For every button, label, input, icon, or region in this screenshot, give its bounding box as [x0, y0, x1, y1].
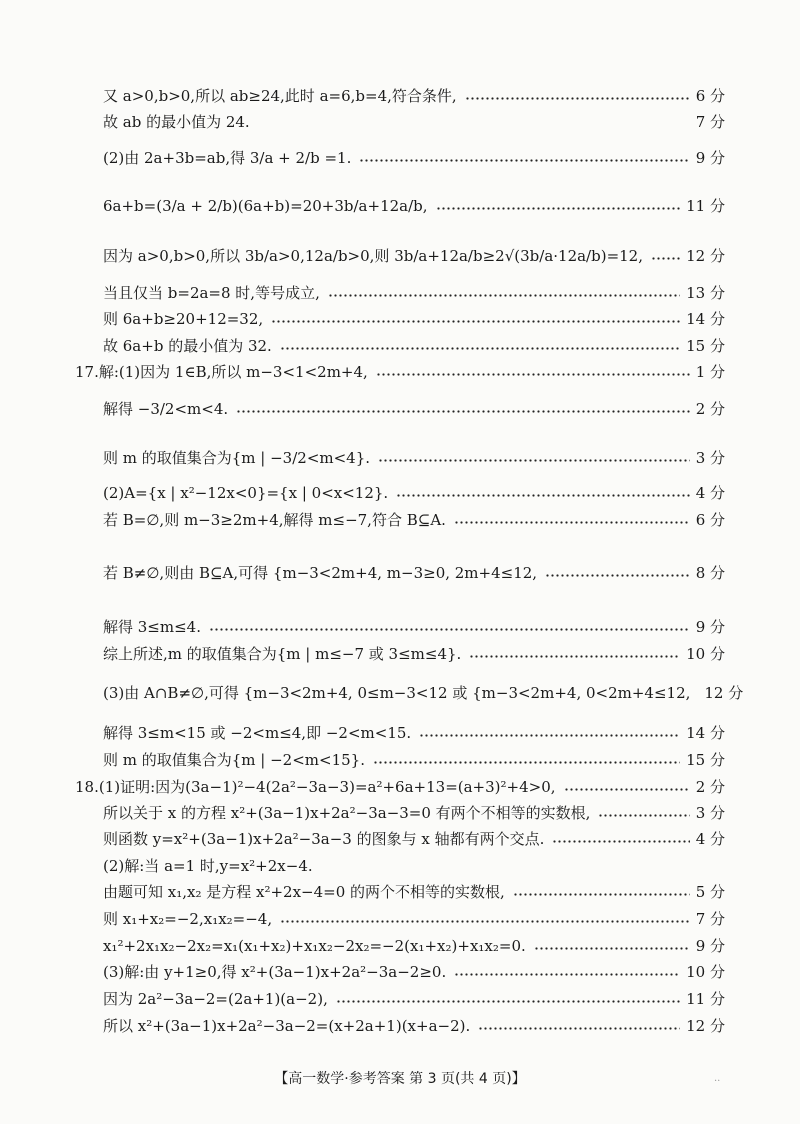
step-text: 则 m 的取值集合为{m | −2<m<15}. — [103, 751, 365, 769]
solution-line — [103, 336, 725, 356]
solution-line — [103, 1016, 725, 1036]
dot-leader — [373, 761, 680, 764]
step-score: 3 分 — [695, 449, 725, 467]
step-text: 则 6a+b≥20+12=32, — [103, 310, 264, 328]
step-score: 8 分 — [695, 564, 725, 582]
dot-leader — [545, 574, 690, 577]
dot-leader — [478, 1027, 680, 1030]
step-score: 9 分 — [695, 937, 725, 955]
step-score: 6 分 — [695, 511, 725, 529]
step-text: (2)由 2a+3b=ab,得 3/a + 2/b =1. — [103, 149, 352, 167]
solution-line — [103, 962, 725, 982]
dot-leader — [359, 159, 689, 162]
solution-line — [103, 563, 725, 583]
dot-leader — [280, 920, 690, 923]
step-text: 所以 x²+(3a−1)x+2a²−3a−2=(x+2a+1)(x+a−2). — [103, 1017, 471, 1035]
dot-leader — [236, 410, 690, 413]
dot-leader — [328, 294, 680, 297]
step-text: 若 B≠∅,则由 B⊆A,可得 {m−3<2m+4, m−3≥0, 2m+4≤12, — [103, 564, 538, 582]
solution-line — [103, 882, 725, 902]
solution-line — [103, 723, 725, 743]
step-score: 3 分 — [695, 804, 725, 822]
step-text: 所以关于 x 的方程 x²+(3a−1)x+2a²−3a−3=0 有两个不相等的实数根, — [103, 804, 591, 822]
step-text: (3)由 A∩B≠∅,可得 {m−3<2m+4, 0≤m−3<12 或 {m−3<2m+4, 0<2m+4≤12, — [103, 684, 691, 702]
step-score: 10 分 — [686, 645, 725, 663]
step-text: 则函数 y=x²+(3a−1)x+2a²−3a−3 的图象与 x 轴都有两个交点. — [103, 830, 545, 848]
step-text: (2)解:当 a=1 时,y=x²+2x−4. — [103, 857, 313, 875]
step-score: 10 分 — [686, 963, 725, 981]
dot-leader — [436, 207, 681, 210]
step-score: 9 分 — [695, 618, 725, 636]
solution-line — [103, 617, 725, 637]
dot-leader — [378, 459, 690, 462]
dot-leader — [465, 97, 690, 100]
dot-leader — [651, 257, 680, 260]
solution-line — [103, 803, 725, 823]
solution-line — [103, 246, 725, 266]
step-score: 11 分 — [686, 990, 725, 1008]
step-text: 综上所述,m 的取值集合为{m | m≤−7 或 3≤m≤4}. — [103, 645, 462, 663]
dot-leader — [552, 840, 689, 843]
page-footer: 【高一数学·参考答案 第 3 页(共 4 页)】 — [274, 1071, 526, 1087]
step-text: 又 a>0,b>0,所以 ab≥24,此时 a=6,b=4,符合条件, — [103, 87, 457, 105]
step-text: (3)解:由 y+1≥0,得 x²+(3a−1)x+2a²−3a−2≥0. — [103, 963, 447, 981]
dot-leader — [336, 1000, 680, 1003]
dot-leader — [598, 814, 689, 817]
step-text: (2)A={x | x²−12x<0}={x | 0<x<12}. — [103, 484, 389, 502]
step-score: 4 分 — [695, 484, 725, 502]
step-text: 故 6a+b 的最小值为 32. — [103, 337, 272, 355]
dot-leader — [396, 494, 690, 497]
step-score: 6 分 — [695, 87, 725, 105]
step-score: 5 分 — [695, 883, 725, 901]
step-text: 17.解:(1)因为 1∈B,所以 m−3<1<2m+4, — [75, 363, 368, 381]
step-score: 13 分 — [686, 284, 725, 302]
solution-line — [103, 283, 725, 303]
solution-line — [103, 936, 725, 956]
step-score: 12 分 — [704, 684, 744, 702]
problem-17-line — [75, 362, 725, 382]
solution-line — [103, 399, 725, 419]
dot-leader — [469, 655, 680, 658]
step-score: 15 分 — [686, 337, 725, 355]
step-text: 因为 a>0,b>0,所以 3b/a>0,12a/b>0,则 3b/a+12a/b≥2√(3b/a·12a/b)=12, — [103, 247, 643, 265]
problem-18-line — [75, 777, 725, 797]
dot-leader — [454, 973, 680, 976]
step-text: 解得 3≤m≤4. — [103, 618, 201, 636]
dot-leader — [513, 893, 690, 896]
step-score: 12 分 — [686, 1017, 725, 1035]
step-score: 7 分 — [695, 910, 725, 928]
solution-line — [103, 148, 725, 168]
step-score: 15 分 — [686, 751, 725, 769]
dot-leader — [534, 947, 690, 950]
step-text: 18.(1)证明:因为(3a−1)²−4(2a²−3a−3)=a²+6a+13=(a+3)²+4>0, — [75, 778, 556, 796]
step-text: 若 B=∅,则 m−3≥2m+4,解得 m≤−7,符合 B⊆A. — [103, 511, 446, 529]
step-score: 9 分 — [695, 149, 725, 167]
step-text: 解得 −3/2<m<4. — [103, 400, 229, 418]
step-score: 7 分 — [695, 113, 725, 131]
step-text: x₁²+2x₁x₂−2x₂=x₁(x₁+x₂)+x₁x₂−2x₂=−2(x₁+x₂)+x₁x₂=0. — [103, 937, 526, 955]
step-score: 2 分 — [695, 778, 725, 796]
step-text: 故 ab 的最小值为 24. — [103, 113, 250, 131]
solution-line — [103, 989, 725, 1009]
solution-line — [103, 86, 725, 106]
solution-line — [103, 829, 725, 849]
dot-leader — [454, 521, 690, 524]
step-score: 14 分 — [686, 310, 725, 328]
step-score: 14 分 — [686, 724, 725, 742]
dot-leader — [376, 373, 690, 376]
step-text: 因为 2a²−3a−2=(2a+1)(a−2), — [103, 990, 328, 1008]
step-text: 当且仅当 b=2a=8 时,等号成立, — [103, 284, 320, 302]
dot-leader — [209, 628, 690, 631]
dot-leader — [280, 347, 680, 350]
corner-mark: .. — [714, 1073, 721, 1084]
solution-line — [103, 909, 725, 929]
solution-line — [103, 510, 725, 530]
solution-line — [103, 856, 725, 876]
step-text: 则 x₁+x₂=−2,x₁x₂=−4, — [103, 910, 273, 928]
solution-line — [103, 683, 744, 703]
step-score: 2 分 — [695, 400, 725, 418]
solution-line — [103, 196, 725, 216]
step-score: 1 分 — [695, 363, 725, 381]
step-score: 12 分 — [686, 247, 725, 265]
step-text: 解得 3≤m<15 或 −2<m≤4,即 −2<m<15. — [103, 724, 412, 742]
solution-line — [103, 750, 725, 770]
step-text: 6a+b=(3/a + 2/b)(6a+b)=20+3b/a+12a/b, — [103, 197, 428, 215]
step-score: 11 分 — [686, 197, 725, 215]
step-text: 由题可知 x₁,x₂ 是方程 x²+2x−4=0 的两个不相等的实数根, — [103, 883, 505, 901]
solution-line — [103, 448, 725, 468]
step-score: 4 分 — [695, 830, 725, 848]
dot-leader — [419, 734, 680, 737]
solution-line — [103, 112, 725, 132]
dot-leader — [564, 788, 690, 791]
step-text: 则 m 的取值集合为{m | −3/2<m<4}. — [103, 449, 371, 467]
solution-line — [103, 644, 725, 664]
solution-line — [103, 483, 725, 503]
dot-leader — [271, 320, 680, 323]
solution-line — [103, 309, 725, 329]
